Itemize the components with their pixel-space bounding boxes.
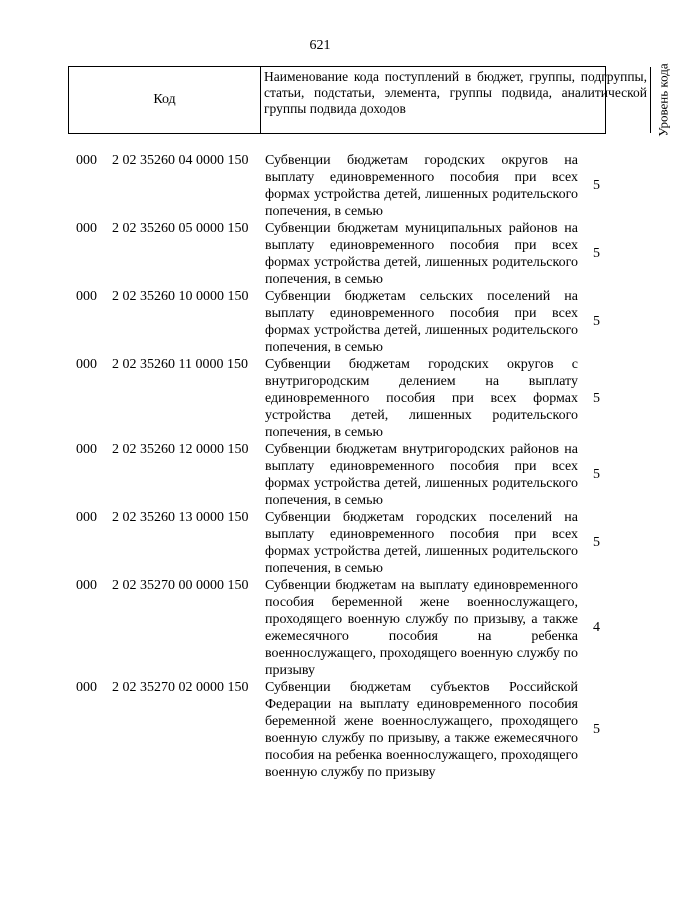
revenue-code: 2 02 35270 00 0000 150 — [112, 578, 249, 593]
revenue-name: Субвенции бюджетам субъектов Российской Федерации на выплату единовременного пособия беременной жене военнослужащего, проходящего военную службу по призыву, а также ежемесячного пособия на ребенка военнослужащего, проходящего военную службу по призыву — [265, 680, 578, 780]
revenue-code: 2 02 35260 13 0000 150 — [112, 510, 249, 525]
admin-code: 000 — [76, 153, 97, 168]
code-level: 5 — [593, 722, 600, 737]
code-level: 5 — [593, 246, 600, 261]
table-row — [0, 577, 640, 679]
revenue-name: Субвенции бюджетам на выплату единовременного пособия беременной жене военнослужащего, проходящего военную службу по призыву, а также ежемесячного пособия на ребенка военнослужащего, проходящего военную службу по призыву — [265, 578, 578, 678]
revenue-code: 2 02 35260 04 0000 150 — [112, 153, 249, 168]
revenue-name: Субвенции бюджетам городских поселений на выплату единовременного пособия при всех формах устройства детей, лишенных родительского попечения, в семью — [265, 510, 578, 576]
code-level: 5 — [593, 178, 600, 193]
code-level: 5 — [593, 314, 600, 329]
admin-code: 000 — [76, 680, 97, 695]
code-level: 5 — [593, 390, 600, 406]
header-level-cell — [651, 63, 675, 137]
revenue-name: Субвенции бюджетам муниципальных районов на выплату единовременного пособия при всех формах устройства детей, лишенных родительского попечения, в семью — [265, 221, 578, 287]
admin-code: 000 — [76, 510, 97, 525]
table-row — [0, 356, 640, 441]
header-code: Код — [69, 67, 261, 133]
table-body — [0, 152, 640, 781]
revenue-code: 2 02 35270 02 0000 150 — [112, 680, 249, 695]
admin-code: 000 — [76, 221, 97, 236]
table-row — [0, 152, 640, 220]
revenue-code: 2 02 35260 10 0000 150 — [112, 289, 249, 304]
table-row — [0, 288, 640, 356]
header-name: Наименование кода поступлений в бюджет, группы, подгруппы, статьи, подстатьи, элемента, группы подвида, аналитической группы подвида доходов — [261, 67, 651, 133]
table-row — [0, 441, 640, 509]
code-level: 5 — [593, 467, 600, 482]
revenue-code: 2 02 35260 12 0000 150 — [112, 442, 249, 457]
code-level: 4 — [593, 620, 600, 635]
table-header — [68, 63, 671, 137]
revenue-name: Субвенции бюджетам сельских поселений на выплату единовременного пособия при всех формах устройства детей, лишенных родительского попечения, в семью — [265, 289, 578, 355]
table-row — [0, 509, 640, 577]
revenue-name: Субвенции бюджетам городских округов с внутригородским делением на выплату единовременного пособия при всех формах устройства детей, лишенных родительского попечения, в семью — [265, 357, 578, 440]
page-number: 621 — [309, 38, 331, 53]
revenue-code: 2 02 35260 05 0000 150 — [112, 221, 249, 236]
admin-code: 000 — [76, 442, 97, 457]
table-row — [0, 220, 640, 288]
revenue-code: 2 02 35260 11 0000 150 — [112, 357, 248, 372]
revenue-name: Субвенции бюджетам внутригородских районов на выплату единовременного пособия при всех формах устройства детей, лишенных родительского попечения, в семью — [265, 442, 578, 508]
admin-code: 000 — [76, 357, 97, 372]
header-level: Уровень кода — [655, 63, 671, 137]
code-level: 5 — [593, 535, 600, 550]
admin-code: 000 — [76, 578, 97, 593]
admin-code: 000 — [76, 289, 97, 304]
table-row — [0, 679, 640, 781]
revenue-name: Субвенции бюджетам городских округов на выплату единовременного пособия при всех формах устройства детей, лишенных родительского попечения, в семью — [265, 153, 578, 219]
